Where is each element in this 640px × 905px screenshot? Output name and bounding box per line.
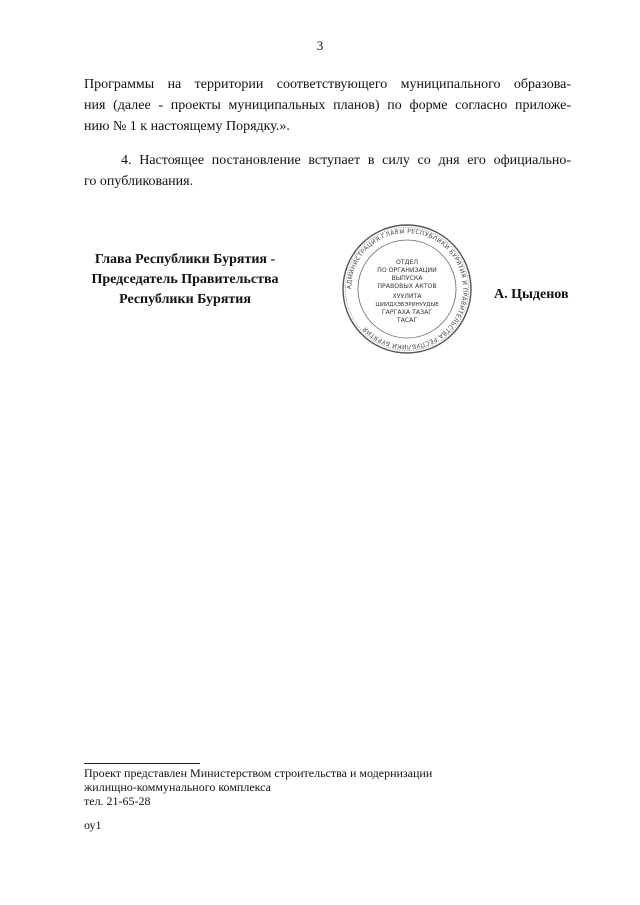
body-paragraph-2 [84,150,571,192]
footnote-divider [84,763,200,764]
seal-line: ОТДЕЛ [395,259,419,266]
document-code: оу1 [84,818,102,832]
seal-line: ТАСАГ [396,317,418,324]
official-seal-icon [340,222,474,356]
position-line: Председатель Правительства [91,272,279,287]
paragraph-line: ния (далее - проекты муниципальных планов) по форме согласно приложе- [84,98,571,113]
body-paragraph-1 [84,74,571,137]
position-line: Глава Республики Бурятия - [94,252,276,267]
seal-outer-text: АДМИНИСТРАЦИЯ ГЛАВЫ РЕСПУБЛИКИ БУРЯТИЯ И ПРАВИТЕЛЬСТВА РЕСПУБЛИКИ БУРЯТИЯ [345,227,469,351]
paragraph-line: нию № 1 к настоящему Порядку.». [84,119,290,134]
footnote-line: тел. 21-65-28 [84,794,151,808]
signatory-name: А. Цыденов [494,287,569,302]
seal-line: ШИИДХЭБЭРИНУУДЫЕ [375,302,439,308]
seal-line: ГАРГАХА ТАЗАГ [381,309,433,316]
seal-line: ВЫПУСКА [391,275,423,282]
page-number: 3 [316,38,324,53]
seal-line: ПРАВОВЫХ АКТОВ [377,283,437,290]
footnote-line: жилищно-коммунального комплекса [84,780,271,794]
position-line: Республики Бурятия [119,292,251,307]
paragraph-line: го опубликования. [84,174,194,189]
paragraph-line: Программы на территории соответствующего муниципального образова- [84,77,571,92]
paragraph-line: 4. Настоящее постановление вступает в силу со дня его официально- [121,153,571,168]
footnote-line: Проект представлен Министерством строительства и модернизации [84,766,433,780]
signatory-position [80,250,290,310]
seal-line: ПО ОРГАНИЗАЦИИ [377,267,437,274]
seal-line: ХУУЛИТА [392,293,422,300]
footnote [84,766,432,808]
